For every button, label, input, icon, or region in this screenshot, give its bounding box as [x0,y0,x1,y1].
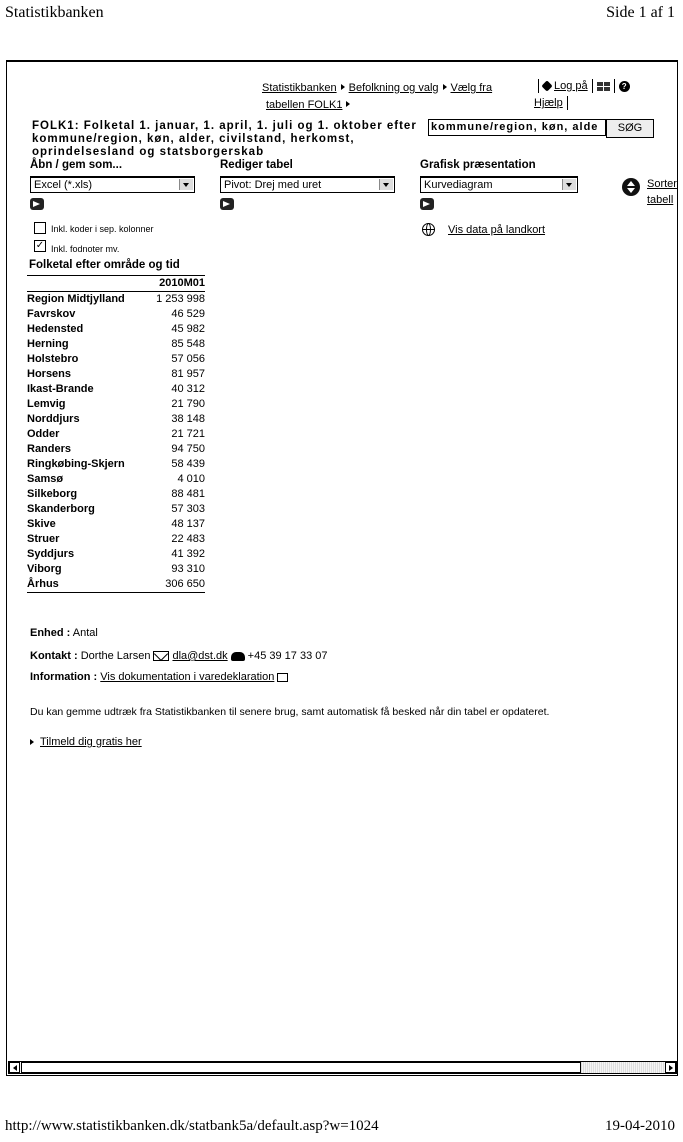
login-link[interactable]: Log på [554,80,588,92]
graphic-select[interactable] [420,176,578,193]
open-save-select[interactable] [30,176,195,193]
print-page-number: Side 1 af 1 [606,4,675,21]
table-row [27,547,205,562]
edit-table-label: Rediger tabel [220,159,293,171]
chevron-down-icon [179,179,193,190]
table-row [27,472,205,487]
row-area-name: Horsens [27,368,72,380]
unit-value: Antal [72,627,98,639]
help-link[interactable]: Hjælp [534,97,563,109]
save-note: Du kan gemme udtræk fra Statistikbanken til senere brug, samt automatisk få besked når din tabel er opdateret. [30,706,550,718]
row-area-name: Viborg [27,563,62,575]
information-line [30,671,288,683]
row-value: 306 650 [146,577,205,593]
row-value: 22 483 [171,533,205,545]
edit-table-go-button[interactable] [220,198,234,210]
table-row [27,322,205,337]
graphic-selected: Kurvediagram [424,179,493,191]
breadcrumb-befolkning[interactable]: Befolkning og valg [348,82,439,94]
table-row [27,292,205,308]
row-value: 48 137 [171,518,205,530]
chevron-down-icon [562,179,576,190]
row-area-name: Skive [27,518,56,530]
row-area-name: Silkeborg [27,488,78,500]
row-value: 21 790 [171,398,205,410]
signup-row [30,736,142,748]
breadcrumb-arrow-icon [443,84,447,90]
row-value: 38 148 [171,413,205,425]
table-row [27,562,205,577]
separator [614,79,615,93]
table-row [27,367,205,382]
row-value: 41 392 [171,548,205,560]
row-area-name: Skanderborg [27,503,95,515]
print-footer-date: 19-04-2010 [605,1118,675,1134]
data-caption: Folketal efter område og tid [29,259,180,271]
print-header-title: Statistikbanken [5,4,104,21]
table-row [27,502,205,517]
sort-link[interactable]: Sorter tabell [647,178,677,206]
row-value: 85 548 [171,338,205,350]
table-row [27,352,205,367]
table-row [27,577,205,593]
unit-line [30,627,98,639]
unit-label: Enhed : [30,627,71,639]
scroll-left-icon[interactable] [9,1062,20,1073]
table-row [27,457,205,472]
search-input[interactable]: kommune/region, køn, alde [428,119,606,136]
row-value: 4 010 [177,473,205,485]
globe-icon [422,223,435,236]
row-area-name: Randers [27,443,72,455]
sort-icon[interactable] [622,178,640,196]
row-area-name: Samsø [27,473,64,485]
row-value: 1 253 998 [156,293,205,305]
table-row [27,412,205,427]
table-row [27,517,205,532]
graphic-go-button[interactable] [420,198,434,210]
table-row [27,487,205,502]
table-row [27,307,205,322]
signup-arrow-icon [30,739,34,745]
row-value: 46 529 [171,308,205,320]
row-value: 57 056 [171,353,205,365]
table-title: FOLK1: Folketal 1. januar, 1. april, 1. juli og 1. oktober efter kommune/region, køn, alder, civilstand, herkomst, oprindelsesland og statsborgerskab [32,120,417,158]
chevron-down-icon [379,179,393,190]
breadcrumb [262,80,532,114]
breadcrumb-arrow-icon [341,84,345,90]
row-value: 94 750 [171,443,205,455]
row-area-name: Odder [27,428,60,440]
mail-icon [153,651,169,661]
row-value: 40 312 [171,383,205,395]
row-value: 93 310 [171,563,205,575]
scrollbar-thumb[interactable] [21,1062,581,1073]
edit-table-select[interactable] [220,176,395,193]
help-icon[interactable]: ? [619,81,630,92]
codes-checkbox-label: Inkl. koder i sep. kolonner [51,224,154,234]
column-header: 2010M01 [27,276,205,292]
table-row [27,397,205,412]
separator [567,96,568,110]
row-area-name: Herning [27,338,69,350]
row-area-name: Ringkøbing-Skjern [27,458,125,470]
table-row [27,337,205,352]
table-row [27,532,205,547]
row-area-name: Struer [27,533,60,545]
breadcrumb-arrow-icon [346,101,350,107]
contact-email-link[interactable]: dla@dst.dk [172,650,228,662]
separator [592,79,593,93]
row-value: 58 439 [171,458,205,470]
document-edit-icon [277,673,288,682]
documentation-link[interactable]: Vis dokumentation i varedeklaration [100,671,275,683]
open-save-selected: Excel (*.xls) [34,179,93,191]
edit-table-selected: Pivot: Drej med uret [224,179,322,191]
row-value: 21 721 [171,428,205,440]
row-area-name: Ikast-Brande [27,383,94,395]
separator [538,79,539,93]
row-area-name: Holstebro [27,353,79,365]
data-table-body [27,292,205,593]
row-area-name: Hedensted [27,323,84,335]
contact-line [30,650,327,662]
contact-name: Dorthe Larsen [80,650,151,662]
open-save-label: Åbn / gem som... [30,159,123,171]
breadcrumb-statistikbanken[interactable]: Statistikbanken [262,82,337,94]
footnotes-checkbox-label: Inkl. fodnoter mv. [51,244,120,254]
codes-checkbox[interactable] [34,222,46,234]
map-link[interactable]: Vis data på landkort [448,224,546,236]
row-area-name: Syddjurs [27,548,75,560]
row-value: 81 957 [171,368,205,380]
table-row [27,427,205,442]
row-area-name: Favrskov [27,308,76,320]
row-value: 88 481 [171,488,205,500]
top-links [534,78,630,112]
information-label: Information : [30,671,98,683]
footnotes-checkbox[interactable]: ✓ [35,240,45,251]
row-area-name: Lemvig [27,398,66,410]
uk-flag-icon[interactable] [597,82,610,91]
horizontal-scrollbar[interactable] [8,1061,677,1074]
table-row [27,442,205,457]
phone-icon [231,652,245,661]
row-area-name: Region Midtjylland [27,293,125,305]
signup-link[interactable]: Tilmeld dig gratis her [40,736,142,748]
login-tag-icon [541,80,552,91]
contact-label: Kontakt : [30,650,78,662]
row-area-name: Århus [27,577,146,593]
scroll-right-icon[interactable] [665,1062,676,1073]
open-save-go-button[interactable] [30,198,44,210]
row-area-name: Norddjurs [27,413,80,425]
contact-phone: +45 39 17 33 07 [247,650,328,662]
print-footer-url: http://www.statistikbanken.dk/statbank5a/default.asp?w=1024 [5,1118,379,1134]
row-value: 45 982 [171,323,205,335]
data-table [27,275,205,593]
table-row [27,382,205,397]
search-button[interactable]: SØG [606,119,654,138]
breadcrumb-vaelg-fra[interactable]: Vælg fra tabellen FOLK1 [266,82,493,111]
graphic-label: Grafisk præsentation [420,159,536,171]
row-value: 57 303 [171,503,205,515]
